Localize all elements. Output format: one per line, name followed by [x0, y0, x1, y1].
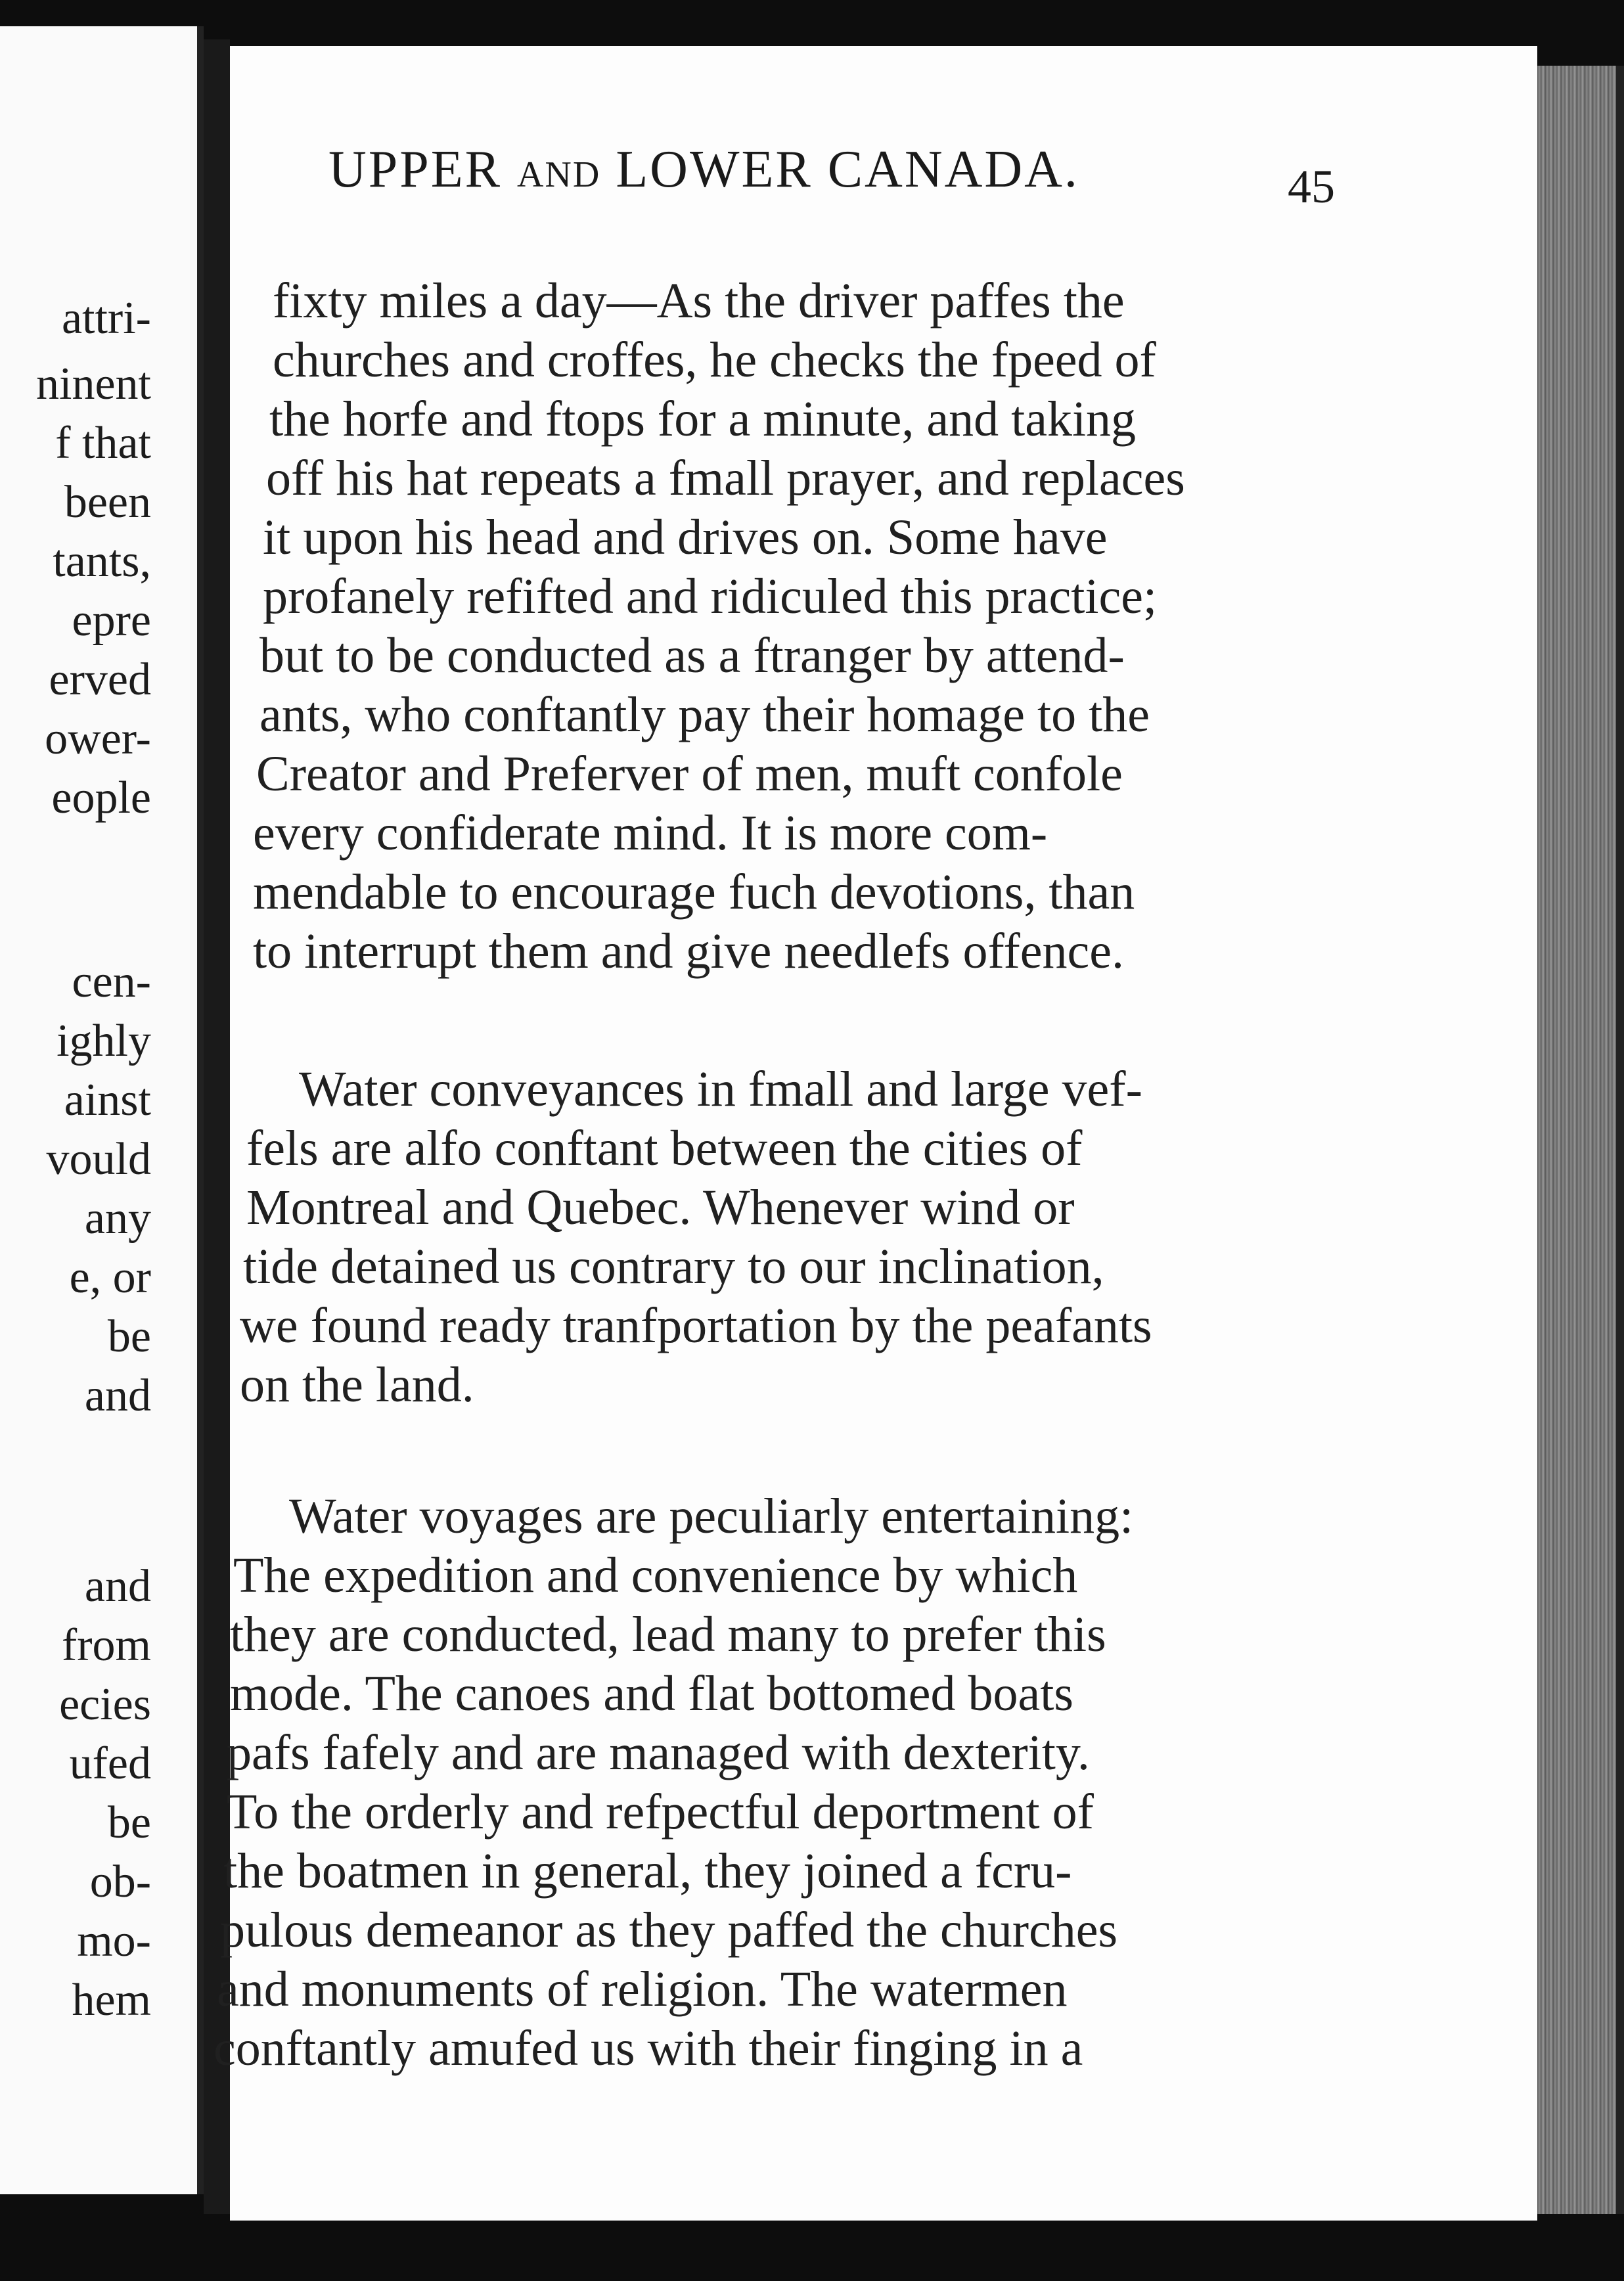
left-page-fragment: ob-: [89, 1857, 151, 1907]
left-page-fragment: any: [84, 1193, 151, 1244]
running-head: [328, 143, 1079, 196]
left-page-fragment: ighly: [56, 1016, 151, 1066]
text-line: the horfe and ftops for a minute, and taking: [269, 392, 1137, 447]
left-page-fragment: tants,: [53, 536, 151, 587]
text-line: profanely refifted and ridiculed this practice;: [263, 569, 1158, 624]
text-line: To the orderly and refpectful deportment of: [227, 1784, 1094, 1840]
text-line: Water voyages are peculiarly entertaining:: [289, 1489, 1134, 1544]
text-line: it upon his head and drives on. Some have: [263, 510, 1108, 565]
left-page-fragment: ecies: [59, 1679, 151, 1730]
text-line: conftantly amufed us with their finging in a: [214, 2021, 1083, 2076]
left-page-fragment: ower-: [45, 713, 151, 764]
text-line: the boatmen in general, they joined a fcru-: [223, 1843, 1072, 1899]
left-page-fragment: and: [84, 1561, 151, 1612]
text-line: churches and croffes, he checks the fpeed of: [273, 332, 1156, 388]
left-page-fragment: ufed: [69, 1738, 151, 1789]
text-line: Creator and Preferver of men, muft confole: [256, 746, 1123, 802]
text-line: mendable to encourage fuch devotions, than: [253, 865, 1135, 920]
running-head-and: AND: [516, 154, 601, 195]
left-page-fragment: e, or: [69, 1252, 151, 1303]
running-head-rest: LOWER CANADA.: [616, 141, 1079, 198]
left-page-fragment: be: [107, 1311, 151, 1362]
text-line: fixty miles a day—As the driver paffes the: [273, 273, 1125, 328]
text-line: pafs fafely and are managed with dexterity.: [227, 1725, 1090, 1780]
left-page-fragment: and: [84, 1370, 151, 1421]
text-line: The expedition and convenience by which: [233, 1548, 1078, 1603]
left-page: [0, 26, 204, 2194]
text-line: every confiderate mind. It is more com-: [253, 805, 1048, 861]
text-line: off his hat repeats a fmall prayer, and replaces: [266, 451, 1185, 506]
text-line: mode. The canoes and flat bottomed boats: [230, 1666, 1073, 1721]
left-page-fragment: eople: [51, 773, 151, 823]
running-head-upper: UPPER: [328, 141, 502, 198]
text-line: on the land.: [240, 1357, 474, 1412]
left-page-fragment: ninent: [36, 359, 151, 409]
text-line: we found ready tranfportation by the peafants: [240, 1298, 1152, 1353]
left-page-fragment: from: [61, 1620, 151, 1671]
left-page-fragment: erved: [49, 654, 151, 705]
text-line: ants, who conftantly pay their homage to the: [259, 687, 1150, 742]
page-edges: [1537, 66, 1616, 2214]
left-page-fragment: mo-: [77, 1916, 151, 1966]
page-number: 45: [1288, 160, 1335, 213]
text-line: fels are alfo conftant between the cities of: [246, 1121, 1083, 1176]
left-page-fragment: f that: [55, 418, 151, 468]
left-page-fragment: hem: [72, 1975, 151, 2025]
text-line: pulous demeanor as they paffed the churches: [220, 1903, 1118, 1958]
left-page-fragment: ainst: [64, 1075, 151, 1125]
text-line: to interrupt them and give needlefs offence.: [253, 924, 1124, 979]
left-page-fragment: attri-: [61, 293, 151, 344]
text-line: but to be conducted as a ftranger by attend-: [259, 628, 1125, 683]
left-page-fragment: vould: [46, 1134, 151, 1185]
page-edge-shadow: [1616, 66, 1624, 2214]
text-line: Water conveyances in fmall and large vef-: [299, 1062, 1142, 1117]
left-page-fragment: be: [107, 1797, 151, 1848]
text-line: and monuments of religion. The watermen: [217, 1962, 1068, 2017]
left-page-fragment: been: [64, 477, 151, 528]
text-line: they are conducted, lead many to prefer this: [230, 1607, 1106, 1662]
text-line: tide detained us contrary to our inclination,: [243, 1239, 1104, 1294]
left-page-fragment: cen-: [72, 957, 151, 1007]
text-line: Montreal and Quebec. Whenever wind or: [246, 1180, 1075, 1235]
left-page-fragment: epre: [72, 595, 151, 646]
